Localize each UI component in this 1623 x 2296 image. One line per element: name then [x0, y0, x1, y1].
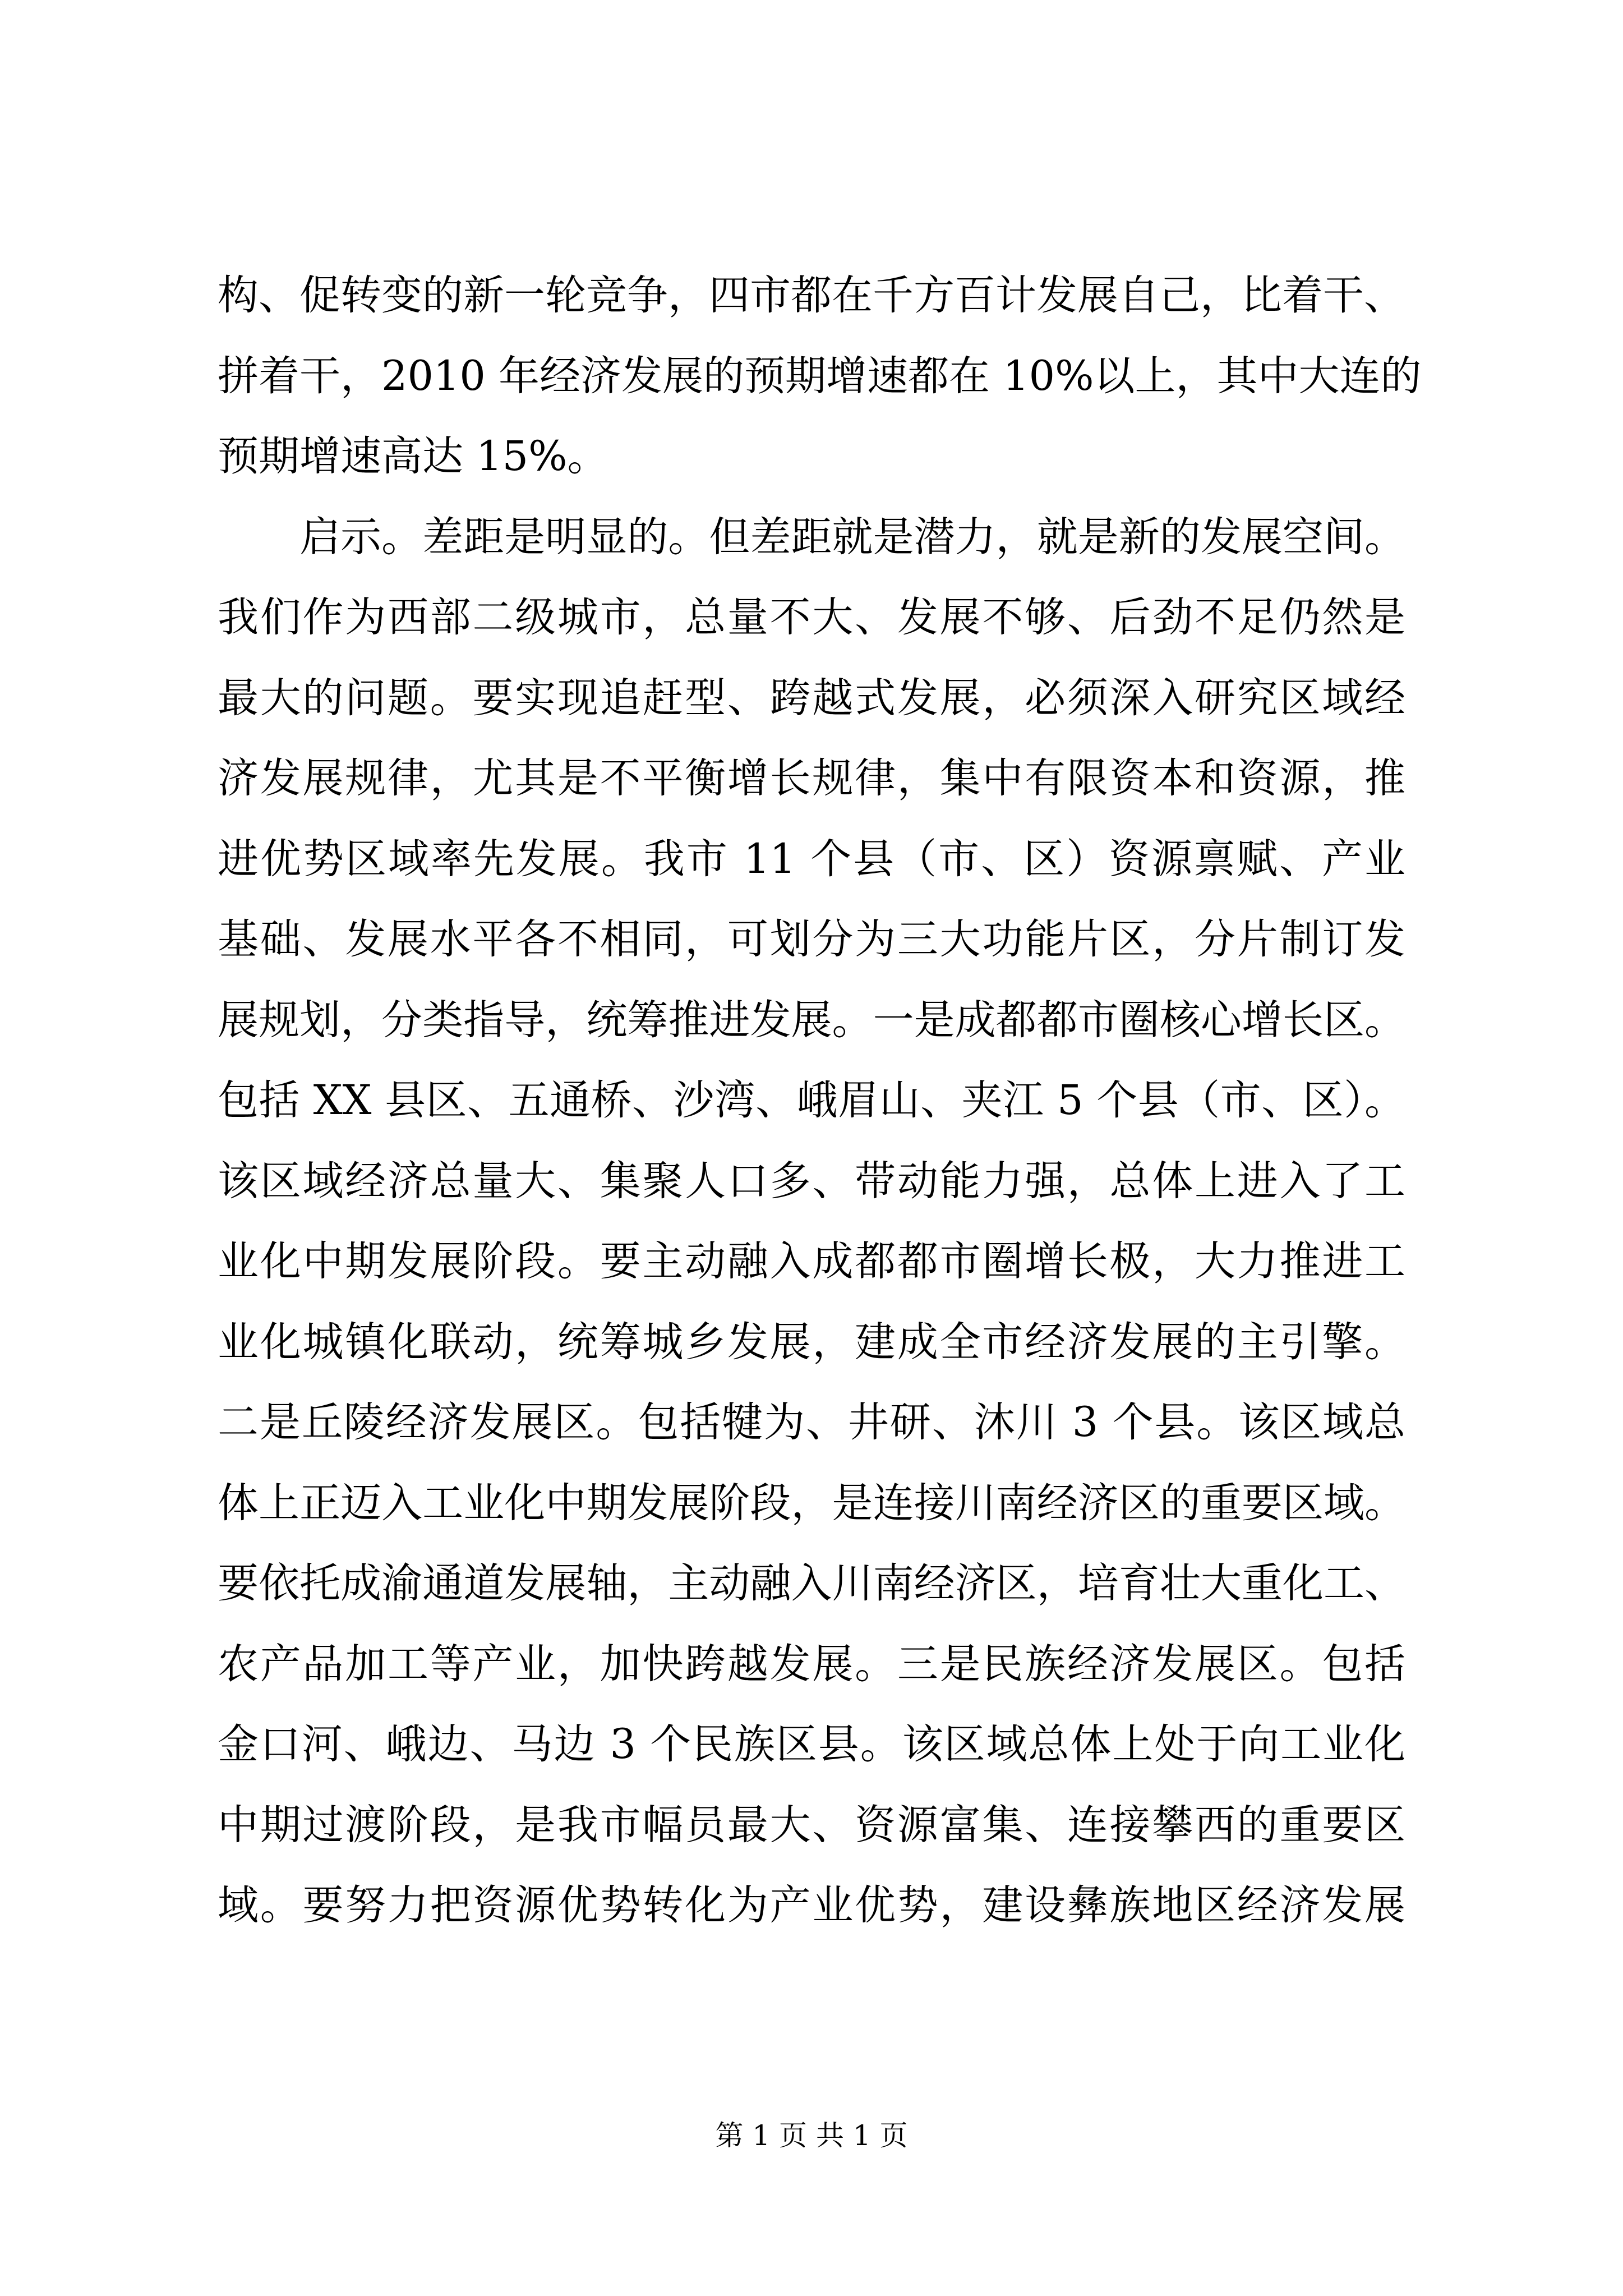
- text-line: 济发展规律，尤其是不平衡增长规律，集中有限资本和资源，推: [218, 754, 1405, 802]
- text-line: 二是丘陵经济发展区。包括犍为、井研、沐川 3 个县。该区域总: [218, 1398, 1405, 1446]
- text-line: 农产品加工等产业，加快跨越发展。三是民族经济发展区。包括: [218, 1640, 1405, 1688]
- text-line: 进优势区域率先发展。我市 11 个县（市、区）资源禀赋、产业: [218, 835, 1405, 883]
- text-line: 预期增速高达 15%。: [218, 432, 608, 480]
- page-number-footer: 第 1 页 共 1 页: [715, 2119, 908, 2152]
- body-text: [218, 255, 1422, 1946]
- text-line: 拼着干，2010 年经济发展的预期增速都在 10%以上，其中大连的: [218, 352, 1422, 400]
- text-line: 构、促转变的新一轮竞争，四市都在千方百计发展自己，比着干、: [218, 272, 1405, 319]
- text-line: 基础、发展水平各不相同，可划分为三大功能片区，分片制订发: [218, 915, 1405, 963]
- text-line: 展规划，分类指导，统筹推进发展。一是成都都市圈核心增长区。: [218, 996, 1405, 1044]
- text-line: 体上正迈入工业化中期发展阶段，是连接川南经济区的重要区域。: [218, 1479, 1405, 1527]
- text-line: 我们作为西部二级城市，总量不大、发展不够、后劲不足仍然是: [218, 593, 1405, 641]
- text-line: 启示。差距是明显的。但差距就是潜力，就是新的发展空间。: [218, 513, 1405, 561]
- text-line: 该区域经济总量大、集聚人口多、带动能力强，总体上进入了工: [218, 1157, 1405, 1205]
- text-line: 中期过渡阶段，是我市幅员最大、资源富集、连接攀西的重要区: [218, 1801, 1405, 1849]
- text-line: 域。要努力把资源优势转化为产业优势，建设彝族地区经济发展: [218, 1881, 1405, 1929]
- text-line: 最大的问题。要实现追赶型、跨越式发展，必须深入研究区域经: [218, 674, 1405, 722]
- text-line: 包括 XX 县区、五通桥、沙湾、峨眉山、夹江 5 个县（市、区）。: [218, 1076, 1405, 1124]
- text-line: 金口河、峨边、马边 3 个民族区县。该区域总体上处于向工业化: [218, 1720, 1405, 1768]
- text-line: 业化中期发展阶段。要主动融入成都都市圈增长极，大力推进工: [218, 1237, 1405, 1285]
- text-line: 要依托成渝通道发展轴，主动融入川南经济区，培育壮大重化工、: [218, 1559, 1405, 1607]
- text-line: 业化城镇化联动，统筹城乡发展，建成全市经济发展的主引擎。: [218, 1318, 1405, 1366]
